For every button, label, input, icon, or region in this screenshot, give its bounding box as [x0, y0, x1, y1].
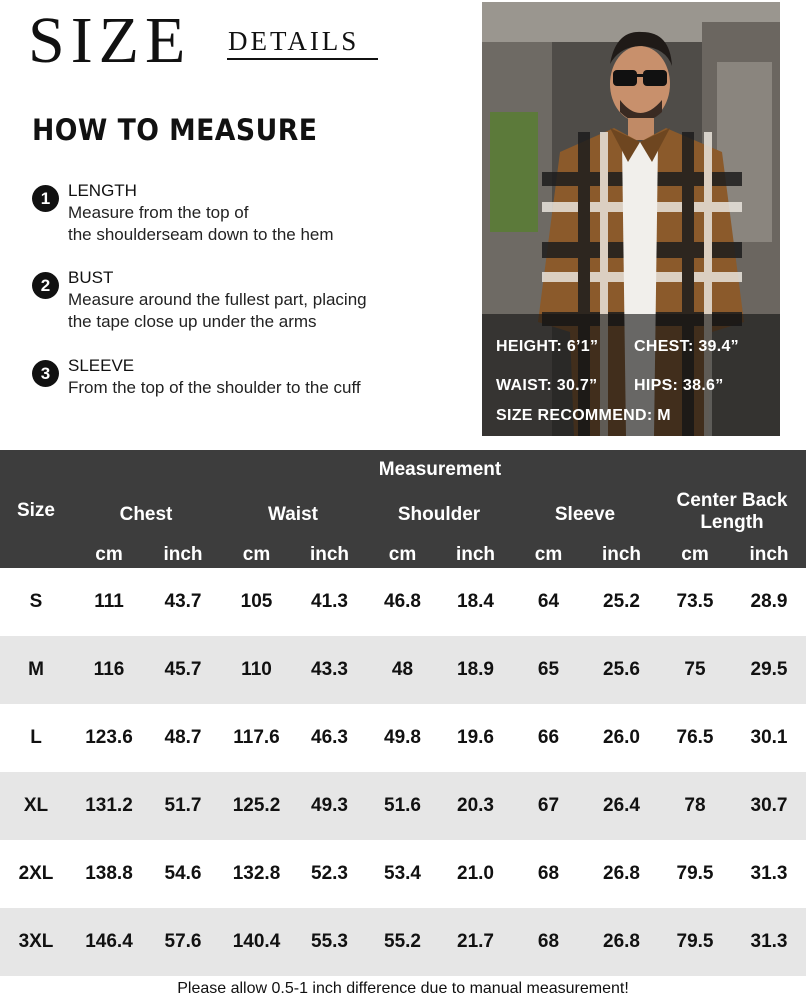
- size-cell: XL: [23, 795, 49, 816]
- measurement-cell: 53.4: [384, 863, 421, 884]
- measurement-cell: 57.6: [164, 931, 202, 952]
- size-chart-table: [0, 450, 806, 976]
- step-number-3-icon: 3: [32, 360, 59, 387]
- measurement-cell: 117.6: [233, 727, 280, 748]
- measurement-cell: 123.6: [85, 727, 133, 748]
- measurement-cell: 52.3: [311, 863, 348, 884]
- unit-header-inch: inch: [163, 544, 203, 565]
- step-number-2-icon: 2: [32, 272, 59, 299]
- measurement-cell: 73.5: [676, 591, 714, 612]
- step-description-line: the shoulderseam down to the hem: [68, 225, 334, 244]
- unit-header-cm: cm: [681, 544, 709, 565]
- measurement-cell: 54.6: [164, 863, 202, 884]
- model-waist: WAIST: 30.7”: [496, 377, 598, 394]
- measurement-cell: 31.3: [750, 931, 788, 952]
- measurement-cell: 30.7: [750, 795, 788, 816]
- measurement-cell: 132.8: [232, 863, 281, 884]
- table-row: [0, 908, 806, 976]
- step-label: LENGTH: [68, 181, 137, 200]
- column-header-sleeve: Sleeve: [554, 504, 616, 525]
- step-description: [68, 289, 367, 333]
- measurement-cell: 29.5: [750, 659, 788, 680]
- unit-header-cm: cm: [242, 544, 271, 565]
- measurement-cell: 26.8: [603, 931, 640, 952]
- size-cell: 2XL: [18, 863, 54, 884]
- step-description-line: From the top of the shoulder to the cuff: [68, 378, 361, 397]
- measurement-cell: 105: [240, 591, 273, 612]
- measurement-cell: 79.5: [676, 863, 714, 884]
- measurement-note: Please allow 0.5-1 inch difference due to manual measurement!: [177, 980, 629, 997]
- size-heading: SIZE: [28, 4, 192, 77]
- table-row: [0, 840, 806, 908]
- column-header-shoulder: Shoulder: [397, 504, 481, 525]
- measurement-cell: 55.3: [311, 931, 348, 952]
- table-row: [0, 636, 806, 704]
- unit-header-inch: inch: [309, 544, 350, 565]
- table-row: [0, 568, 806, 636]
- unit-header-inch: inch: [601, 544, 642, 565]
- measurement-cell: 46.8: [384, 591, 421, 612]
- measurement-cell: 43.7: [164, 591, 202, 612]
- measurement-cell: 26.4: [603, 795, 640, 816]
- step-description-line: Measure from the top of: [68, 203, 249, 222]
- measurement-cell: 68: [537, 931, 560, 952]
- measurement-cell: 25.2: [603, 591, 640, 612]
- measurement-cell: 49.3: [311, 795, 348, 816]
- table-row: [0, 704, 806, 772]
- measurement-cell: 51.6: [384, 795, 421, 816]
- measurement-cell: 20.3: [457, 795, 494, 816]
- how-to-measure-title: HOW TO MEASURE: [32, 113, 318, 147]
- measurement-cell: 66: [537, 727, 560, 748]
- measurement-cell: 125.2: [232, 795, 281, 816]
- step-description-line: Measure around the fullest part, placing: [68, 290, 367, 309]
- measurement-cell: 55.2: [384, 931, 421, 952]
- measurement-cell: 138.8: [85, 863, 133, 884]
- step-description: [68, 202, 334, 246]
- measurement-cell: 18.4: [457, 591, 494, 612]
- measurement-cell: 49.8: [384, 727, 421, 748]
- measurement-cell: 131.2: [85, 795, 133, 816]
- step-label: BUST: [68, 268, 114, 287]
- measurement-cell: 110: [241, 659, 272, 680]
- measurement-cell: 19.6: [457, 727, 494, 748]
- measurement-cell: 116: [93, 659, 125, 680]
- size-column-header: Size: [16, 500, 56, 521]
- measurement-cell: 48: [391, 659, 414, 680]
- unit-header-inch: inch: [749, 544, 789, 565]
- measurement-group-header: Measurement: [378, 459, 502, 480]
- measurement-cell: 64: [537, 591, 560, 612]
- size-cell: S: [29, 591, 43, 612]
- table-header: [0, 450, 806, 568]
- model-size-recommend: SIZE RECOMMEND: M: [496, 407, 671, 424]
- measurement-cell: 67: [537, 795, 560, 816]
- details-underline: [227, 58, 378, 60]
- column-header-chest: Chest: [119, 504, 173, 525]
- measurement-cell: 78: [684, 795, 706, 816]
- column-header-waist: Waist: [268, 504, 318, 525]
- measurement-cell: 21.7: [457, 931, 494, 952]
- unit-header-cm: cm: [388, 544, 417, 565]
- measurement-cell: 45.7: [164, 659, 202, 680]
- size-cell: 3XL: [18, 931, 54, 952]
- measurement-cell: 140.4: [232, 931, 281, 952]
- measurement-cell: 43.3: [311, 659, 348, 680]
- measurement-cell: 21.0: [457, 863, 494, 884]
- measurement-cell: 31.3: [750, 863, 788, 884]
- measurement-cell: 75: [684, 659, 706, 680]
- model-photo: [482, 2, 780, 436]
- measurement-cell: 18.9: [457, 659, 494, 680]
- measurement-cell: 26.8: [603, 863, 640, 884]
- step-description-line: the tape close up under the arms: [68, 312, 317, 331]
- measurement-cell: 65: [537, 659, 560, 680]
- measurement-cell: 48.7: [164, 727, 202, 748]
- measurement-cell: 25.6: [603, 659, 640, 680]
- model-chest: CHEST: 39.4”: [634, 338, 739, 355]
- table-row: [0, 772, 806, 840]
- size-cell: L: [30, 727, 42, 748]
- table-body: [0, 568, 806, 976]
- measurement-cell: 146.4: [85, 931, 133, 952]
- measurement-cell: 79.5: [676, 931, 714, 952]
- measurement-cell: 30.1: [750, 727, 788, 748]
- measurement-cell: 76.5: [676, 727, 714, 748]
- unit-header-inch: inch: [455, 544, 496, 565]
- measurement-cell: 68: [537, 863, 560, 884]
- step-description: [68, 377, 361, 399]
- column-header-center-back-length: Center Back Length: [676, 490, 788, 533]
- details-heading: DETAILS: [228, 26, 360, 56]
- model-height: HEIGHT: 6’1”: [496, 338, 599, 355]
- size-cell: M: [28, 659, 44, 680]
- unit-header-cm: cm: [95, 544, 123, 565]
- measurement-cell: 51.7: [164, 795, 202, 816]
- measurement-cell: 41.3: [311, 591, 348, 612]
- measurement-cell: 28.9: [750, 591, 788, 612]
- unit-header-cm: cm: [534, 544, 563, 565]
- measurement-cell: 26.0: [603, 727, 640, 748]
- step-number-1-icon: 1: [32, 185, 59, 212]
- measurement-cell: 111: [94, 591, 124, 612]
- model-hips: HIPS: 38.6”: [634, 377, 724, 394]
- step-label: SLEEVE: [68, 356, 135, 375]
- measurement-cell: 46.3: [311, 727, 348, 748]
